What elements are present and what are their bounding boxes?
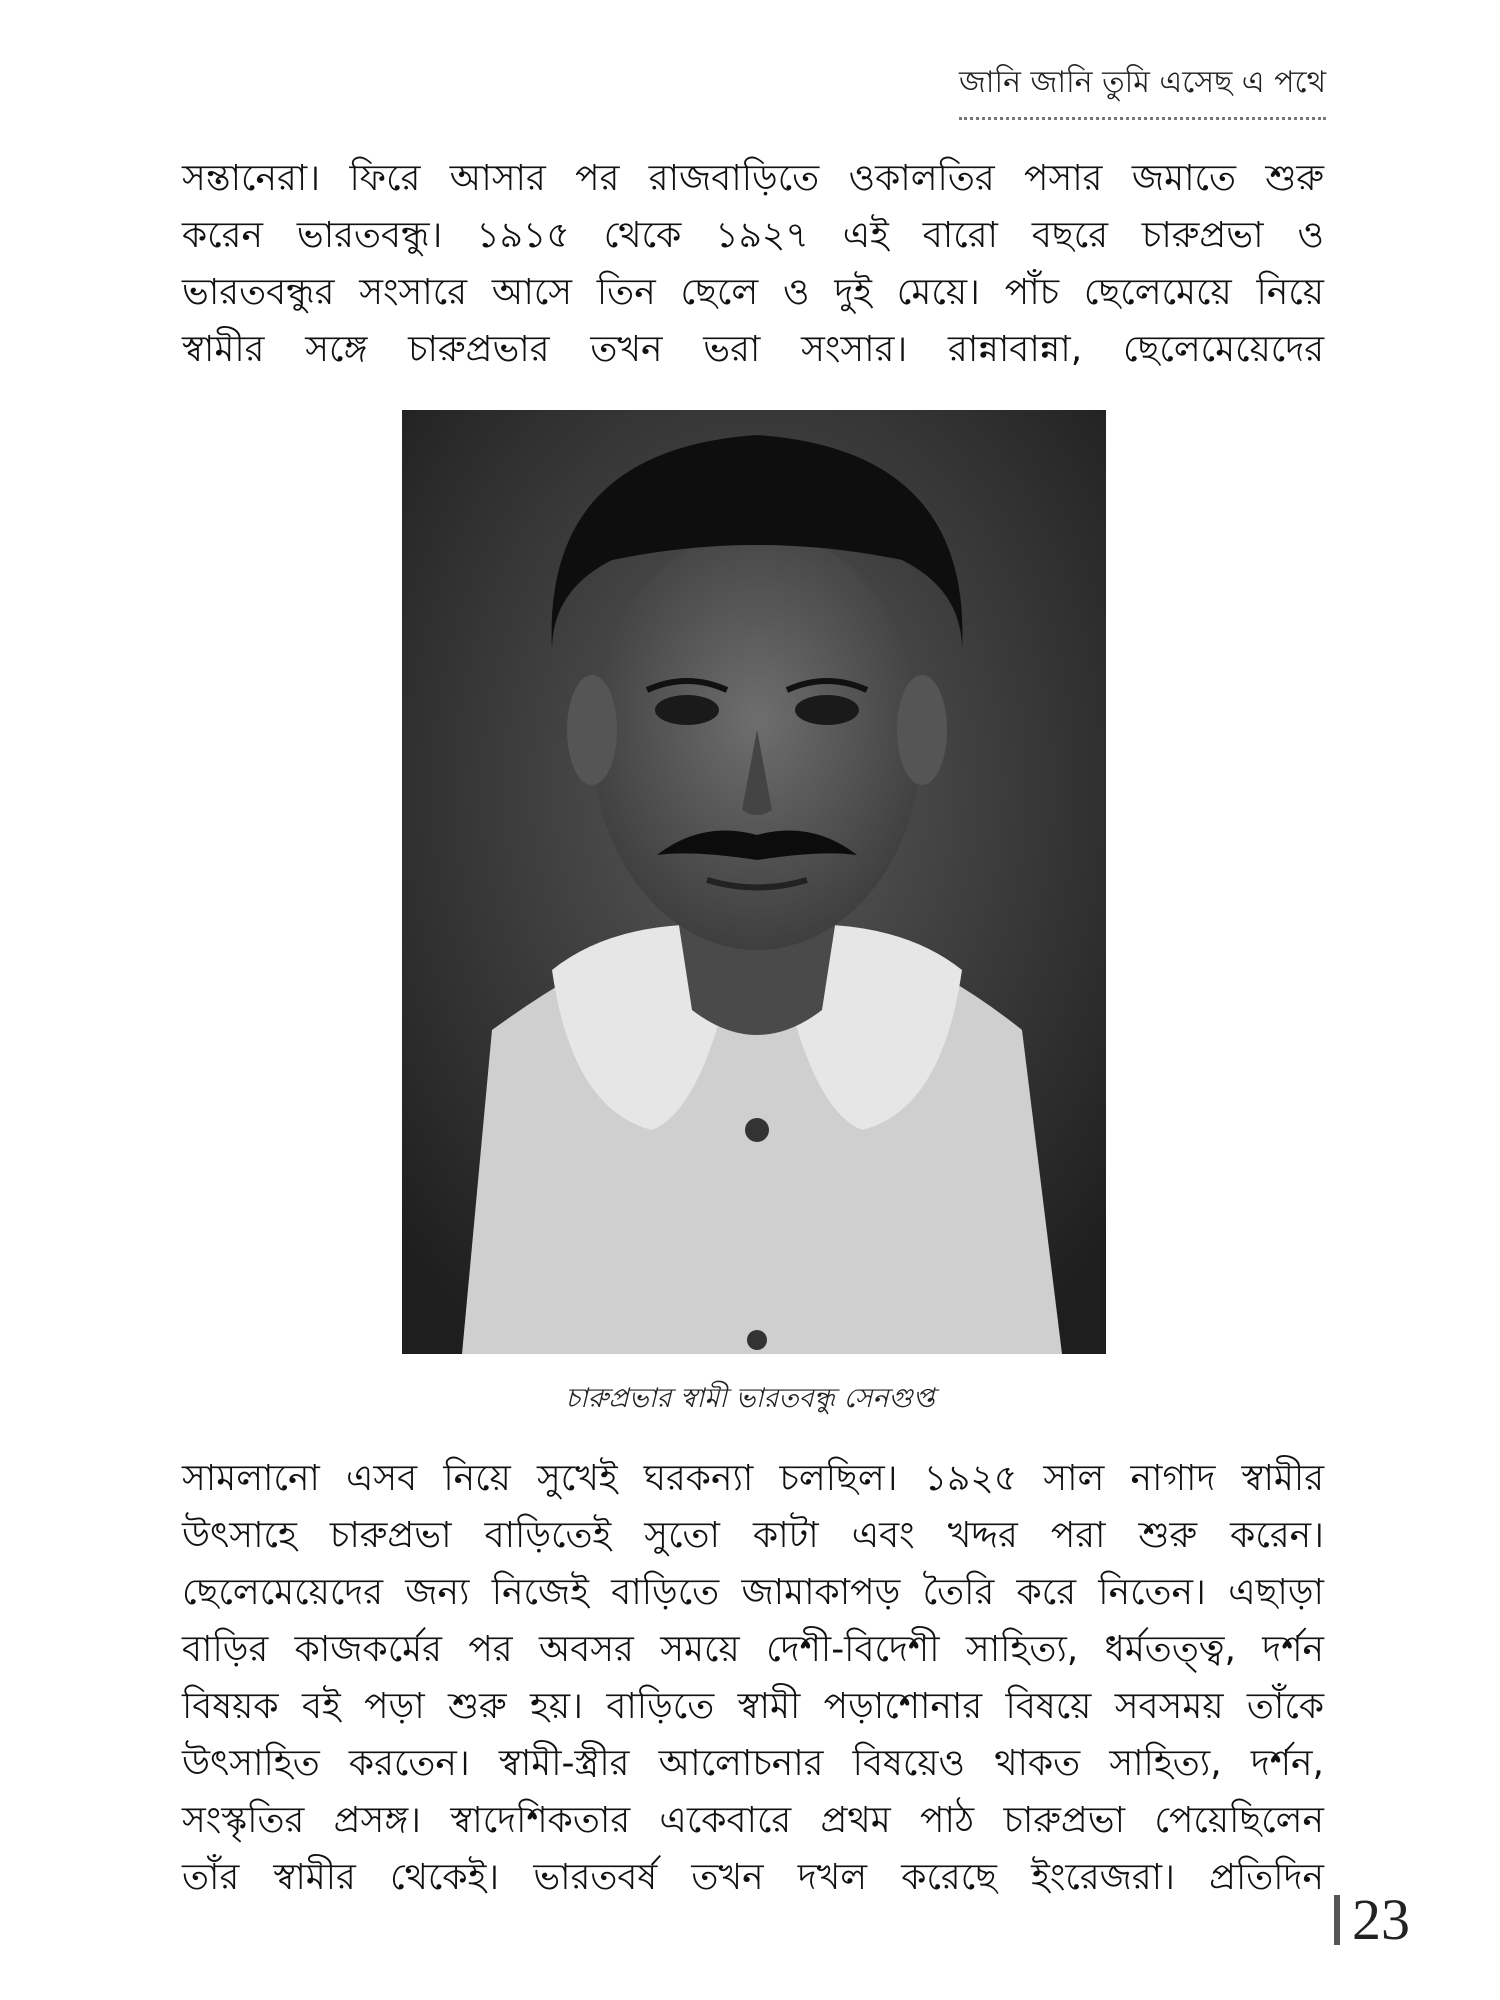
text-line: করেন ভারতবন্ধু। ১৯১৫ থেকে ১৯২৭ এই বারো বছরে চারুপ্রভা ও	[182, 215, 1324, 256]
text-line: উৎসাহে চারুপ্রভা বাড়িতেই সুতো কাটা এবং খদ্দর পরা শুরু করেন।	[182, 1515, 1324, 1556]
page-number-text: 23	[1352, 1887, 1410, 1952]
text-line: ছেলেমেয়েদের জন্য নিজেই বাড়িতে জামাকাপড় তৈরি করে নিতেন। এছাড়া	[182, 1572, 1324, 1613]
text-line: তাঁর স্বামীর থেকেই। ভারতবর্ষ তখন দখল করেছে ইংরেজরা। প্রতিদিন	[182, 1857, 1324, 1898]
text-line: স্বামীর সঙ্গে চারুপ্রভার তখন ভরা সংসার। রান্নাবান্না, ছেলেমেয়েদের	[182, 329, 1324, 370]
portrait-illustration	[402, 410, 1106, 1354]
text-line: বিষয়ক বই পড়া শুরু হয়। বাড়িতে স্বামী পড়াশোনার বিষয়ে সবসময় তাঁকে	[182, 1686, 1324, 1727]
text-line: উৎসাহিত করতেন। স্বামী-স্ত্রীর আলোচনার বিষয়েও থাকত সাহিত্য, দর্শন,	[182, 1743, 1324, 1784]
running-header: জানি জানি তুমি এসেছ এ পথে	[959, 58, 1326, 120]
page-number-bar	[1334, 1895, 1340, 1945]
portrait-photo	[402, 410, 1106, 1354]
text-line: ভারতবন্ধুর সংসারে আসে তিন ছেলে ও দুই মেয়ে। পাঁচ ছেলেমেয়ে নিয়ে	[182, 272, 1324, 313]
paragraph-bottom	[182, 1450, 1324, 1906]
text-line: সামলানো এসব নিয়ে সুখেই ঘরকন্যা চলছিল। ১৯২৫ সাল নাগাদ স্বামীর	[182, 1458, 1324, 1499]
paragraph-top	[182, 150, 1324, 378]
text-line: সন্তানেরা। ফিরে আসার পর রাজবাড়িতে ওকালতির পসার জমাতে শুরু	[182, 158, 1324, 199]
text-line: সংস্কৃতির প্রসঙ্গ। স্বাদেশিকতার একেবারে প্রথম পাঠ চারুপ্রভা পেয়েছিলেন	[182, 1800, 1324, 1841]
photo-caption: চারুপ্রভার স্বামী ভারতবন্ধু সেনগুপ্ত	[565, 1383, 935, 1414]
text-line: বাড়ির কাজকর্মের পর অবসর সময়ে দেশী-বিদেশী সাহিত্য, ধর্মতত্ত্ব, দর্শন	[182, 1629, 1324, 1670]
page-number	[1334, 1886, 1410, 1953]
